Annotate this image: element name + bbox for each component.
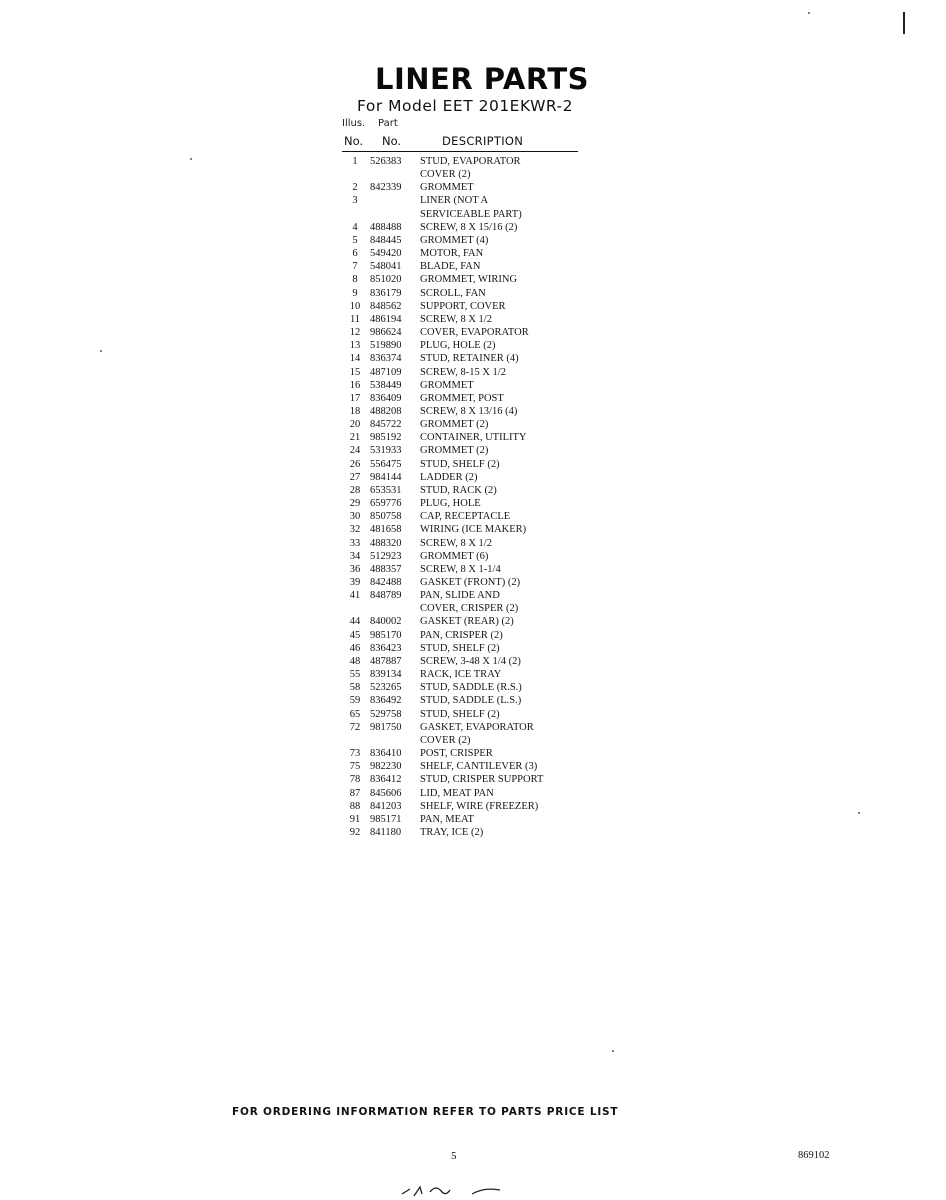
part-number: 984144 xyxy=(370,471,402,483)
part-row xyxy=(340,760,590,773)
part-row xyxy=(340,497,590,510)
part-description: SCREW, 8 X 1/2 xyxy=(420,313,492,325)
illus-no: 44 xyxy=(349,616,361,628)
illus-no xyxy=(340,168,370,181)
part-row xyxy=(340,800,590,813)
part-row xyxy=(340,471,590,484)
illus-no xyxy=(340,208,370,221)
part-number: 488320 xyxy=(370,537,402,549)
part-row xyxy=(340,813,590,826)
part-description: GROMMET, POST xyxy=(420,392,504,404)
illus-no: 26 xyxy=(349,458,361,470)
part-number: 842339 xyxy=(370,182,402,194)
part-row xyxy=(340,221,590,234)
part-row xyxy=(340,589,590,602)
part-description: CAP, RECEPTACLE xyxy=(420,511,511,523)
part-row xyxy=(340,510,590,523)
part-number: 836492 xyxy=(370,695,402,707)
illus-no: 41 xyxy=(349,590,361,602)
illus-no: 8 xyxy=(352,274,358,286)
illus-no: 78 xyxy=(349,774,361,786)
illus-no: 36 xyxy=(349,563,361,575)
part-number: 488488 xyxy=(370,221,402,233)
part-number: 487887 xyxy=(370,655,402,667)
scan-speck xyxy=(100,350,102,352)
part-description: STUD, RETAINER (4) xyxy=(420,353,519,365)
part-description: SCREW, 8 X 15/16 (2) xyxy=(420,221,518,233)
part-description: GROMMET (4) xyxy=(420,234,489,246)
part-description: GROMMET xyxy=(420,182,474,194)
part-number: 836412 xyxy=(370,774,402,786)
part-number: 836179 xyxy=(370,287,402,299)
handwritten-mark xyxy=(400,1182,510,1200)
part-description: POST, CRISPER xyxy=(420,748,493,760)
page-title: LINER PARTS xyxy=(375,62,590,96)
part-row xyxy=(340,747,590,760)
part-number: 850758 xyxy=(370,511,402,523)
part-number: 653531 xyxy=(370,484,402,496)
part-row xyxy=(340,484,590,497)
part-description: GROMMET (2) xyxy=(420,419,489,431)
edge-mark xyxy=(903,12,905,34)
illus-no: 27 xyxy=(349,471,361,483)
document-number: 869102 xyxy=(798,1150,830,1161)
part-row xyxy=(340,655,590,668)
illus-no: 21 xyxy=(349,432,361,444)
illus-no: 11 xyxy=(349,313,361,325)
illus-no: 18 xyxy=(349,405,361,417)
part-number: 487109 xyxy=(370,366,402,378)
part-description: WIRING (ICE MAKER) xyxy=(420,524,527,536)
illus-no: 24 xyxy=(349,445,361,457)
part-number: 529758 xyxy=(370,708,402,720)
part-row xyxy=(340,694,590,707)
part-description: LINER (NOT A xyxy=(420,195,489,207)
illus-no: 46 xyxy=(349,642,361,654)
part-row xyxy=(340,523,590,536)
illus-no: 20 xyxy=(349,419,361,431)
part-number: 488357 xyxy=(370,563,402,575)
part-number: 523265 xyxy=(370,682,402,694)
part-description: RACK, ICE TRAY xyxy=(420,669,502,681)
part-description: SCROLL, FAN xyxy=(420,287,486,299)
scan-speck xyxy=(190,158,192,160)
part-description: PAN, CRISPER (2) xyxy=(420,629,503,641)
illus-no: 91 xyxy=(349,813,361,825)
illus-no: 2 xyxy=(352,182,358,194)
illus-no: 15 xyxy=(349,366,361,378)
part-row xyxy=(340,629,590,642)
part-number: 481658 xyxy=(370,524,402,536)
part-row xyxy=(340,615,590,628)
part-column-label: Part xyxy=(378,118,398,129)
part-row xyxy=(340,602,590,615)
illus-no xyxy=(340,734,370,747)
part-row xyxy=(340,444,590,457)
part-row xyxy=(340,313,590,326)
part-row xyxy=(340,181,590,194)
part-description: STUD, SHELF (2) xyxy=(420,708,500,720)
part-number: 985171 xyxy=(370,813,402,825)
header-part-no: No. xyxy=(382,134,402,148)
part-number: 538449 xyxy=(370,379,402,391)
part-number: 836374 xyxy=(370,353,402,365)
part-description: SHELF, WIRE (FREEZER) xyxy=(420,800,539,812)
part-number: 836410 xyxy=(370,748,402,760)
part-description: PAN, MEAT xyxy=(420,813,474,825)
part-row xyxy=(340,379,590,392)
illus-no: 16 xyxy=(349,379,361,391)
part-row xyxy=(340,550,590,563)
part-description: STUD, SADDLE (R.S.) xyxy=(420,682,522,694)
illus-no: 3 xyxy=(352,195,358,207)
part-number: 985192 xyxy=(370,432,402,444)
illus-no: 7 xyxy=(352,261,358,273)
part-row xyxy=(340,418,590,431)
part-description: STUD, CRISPER SUPPORT xyxy=(420,774,544,786)
scan-speck xyxy=(612,1050,614,1052)
header-illus-no: No. xyxy=(344,134,364,148)
illus-no: 39 xyxy=(349,577,361,588)
part-number: 659776 xyxy=(370,498,402,510)
part-description: GASKET (REAR) (2) xyxy=(420,616,514,628)
part-row xyxy=(340,234,590,247)
part-number: 851020 xyxy=(370,274,402,286)
part-number: 985170 xyxy=(370,629,402,641)
part-number xyxy=(370,208,420,221)
part-description: COVER, CRISPER (2) xyxy=(420,603,519,615)
part-description: STUD, EVAPORATOR xyxy=(420,156,521,167)
part-row xyxy=(340,273,590,286)
part-description: GROMMET (6) xyxy=(420,550,489,562)
part-row xyxy=(340,155,590,168)
illus-no: 12 xyxy=(349,327,361,339)
illus-no: 6 xyxy=(352,248,358,260)
part-number: 840002 xyxy=(370,616,402,628)
part-row xyxy=(340,721,590,734)
illus-no: 1 xyxy=(352,156,358,167)
illus-no: 72 xyxy=(349,721,361,733)
part-description: GROMMET (2) xyxy=(420,445,489,457)
part-description: SERVICEABLE PART) xyxy=(420,208,522,220)
part-description: BLADE, FAN xyxy=(420,261,481,273)
part-number: 548041 xyxy=(370,261,402,273)
illus-no: 29 xyxy=(349,498,361,510)
part-description: STUD, SADDLE (L.S.) xyxy=(420,695,522,707)
part-number: 556475 xyxy=(370,458,402,470)
part-number: 531933 xyxy=(370,445,402,457)
part-number: 841180 xyxy=(370,826,402,838)
part-row xyxy=(340,458,590,471)
illus-no: 58 xyxy=(349,682,361,694)
illus-no: 13 xyxy=(349,340,361,352)
part-description: COVER (2) xyxy=(420,734,471,746)
part-description: TRAY, ICE (2) xyxy=(420,826,484,838)
part-row xyxy=(340,326,590,339)
scan-speck xyxy=(858,812,860,814)
part-row xyxy=(340,260,590,273)
illus-no: 32 xyxy=(349,524,361,536)
part-number xyxy=(370,168,420,181)
illus-no: 33 xyxy=(349,537,361,549)
part-number: 841203 xyxy=(370,800,402,812)
part-row xyxy=(340,300,590,313)
part-number xyxy=(370,602,420,615)
part-number xyxy=(370,194,420,207)
part-row xyxy=(340,194,590,207)
part-description: GASKET (FRONT) (2) xyxy=(420,577,521,588)
illus-no: 45 xyxy=(349,629,361,641)
part-row xyxy=(340,352,590,365)
page-number: 5 xyxy=(451,1150,457,1162)
part-number xyxy=(370,734,420,747)
part-description: PLUG, HOLE (2) xyxy=(420,340,496,352)
part-row xyxy=(340,708,590,721)
part-number: 981750 xyxy=(370,721,402,733)
part-row xyxy=(340,681,590,694)
part-row xyxy=(340,576,590,589)
part-description: CONTAINER, UTILITY xyxy=(420,432,527,444)
illus-no: 75 xyxy=(349,761,361,773)
part-number: 519890 xyxy=(370,340,402,352)
header-rule xyxy=(342,151,578,152)
part-row xyxy=(340,642,590,655)
part-row xyxy=(340,168,590,181)
part-number: 848562 xyxy=(370,300,402,312)
model-subtitle: For Model EET 201EKWR-2 xyxy=(357,97,574,115)
part-number: 486194 xyxy=(370,313,402,325)
part-row xyxy=(340,773,590,786)
part-description: STUD, SHELF (2) xyxy=(420,458,500,470)
part-description: SUPPORT, COVER xyxy=(420,300,506,312)
part-description: LADDER (2) xyxy=(420,471,478,483)
part-row xyxy=(340,537,590,550)
part-number: 839134 xyxy=(370,669,402,681)
illus-no: 14 xyxy=(349,353,361,365)
part-description: PAN, SLIDE AND xyxy=(420,590,500,602)
illus-no: 59 xyxy=(349,695,361,707)
part-number: 982230 xyxy=(370,761,402,773)
part-number: 512923 xyxy=(370,550,402,562)
part-row xyxy=(340,563,590,576)
illus-no: 4 xyxy=(352,221,358,233)
ordering-note: FOR ORDERING INFORMATION REFER TO PARTS PRICE LIST xyxy=(232,1106,619,1118)
part-number: 488208 xyxy=(370,405,402,417)
illus-no: 5 xyxy=(352,234,358,246)
part-description: MOTOR, FAN xyxy=(420,248,484,260)
part-row xyxy=(340,339,590,352)
part-description: SCREW, 8 X 1-1/4 xyxy=(420,563,501,575)
illus-no: 65 xyxy=(349,708,361,720)
part-number: 986624 xyxy=(370,327,402,339)
illus-no: 30 xyxy=(349,511,361,523)
part-row xyxy=(340,734,590,747)
header-description: DESCRIPTION xyxy=(442,134,524,148)
part-description: SCREW, 3-48 X 1/4 (2) xyxy=(420,655,521,667)
part-row xyxy=(340,405,590,418)
part-description: SHELF, CANTILEVER (3) xyxy=(420,761,538,773)
part-number: 526383 xyxy=(370,156,402,167)
part-row xyxy=(340,826,590,839)
illus-column-label: Illus. xyxy=(342,118,366,129)
illus-no: 73 xyxy=(349,748,361,760)
part-number: 848445 xyxy=(370,234,402,246)
illus-no: 28 xyxy=(349,484,361,496)
part-row xyxy=(340,392,590,405)
parts-list xyxy=(340,155,590,839)
illus-no: 88 xyxy=(349,800,361,812)
part-description: COVER (2) xyxy=(420,169,471,181)
illus-no: 17 xyxy=(349,392,361,404)
part-number: 848789 xyxy=(370,590,402,602)
part-number: 836423 xyxy=(370,642,402,654)
part-description: GROMMET, WIRING xyxy=(420,274,518,286)
illus-no: 34 xyxy=(349,550,361,562)
part-row xyxy=(340,208,590,221)
part-number: 842488 xyxy=(370,577,402,588)
part-description: STUD, RACK (2) xyxy=(420,484,497,496)
part-description: SCREW, 8 X 13/16 (4) xyxy=(420,405,518,417)
illus-no: 9 xyxy=(352,287,358,299)
part-description: GASKET, EVAPORATOR xyxy=(420,721,534,733)
part-description: COVER, EVAPORATOR xyxy=(420,327,529,339)
scan-speck xyxy=(808,12,810,14)
illus-no: 55 xyxy=(349,669,361,681)
illus-no xyxy=(340,602,370,615)
part-row xyxy=(340,787,590,800)
part-row xyxy=(340,247,590,260)
illus-no: 48 xyxy=(349,655,361,667)
part-description: PLUG, HOLE xyxy=(420,498,481,510)
part-description: SCREW, 8-15 X 1/2 xyxy=(420,366,506,378)
part-description: GROMMET xyxy=(420,379,474,391)
part-description: SCREW, 8 X 1/2 xyxy=(420,537,492,549)
illus-no: 10 xyxy=(349,300,361,312)
part-row xyxy=(340,366,590,379)
illus-no: 87 xyxy=(349,787,361,799)
part-row xyxy=(340,668,590,681)
part-number: 845722 xyxy=(370,419,402,431)
part-row xyxy=(340,287,590,300)
part-number: 836409 xyxy=(370,392,402,404)
part-description: LID, MEAT PAN xyxy=(420,787,494,799)
part-description: STUD, SHELF (2) xyxy=(420,642,500,654)
illus-no: 92 xyxy=(349,826,361,838)
part-row xyxy=(340,431,590,444)
part-number: 845606 xyxy=(370,787,402,799)
part-number: 549420 xyxy=(370,248,402,260)
